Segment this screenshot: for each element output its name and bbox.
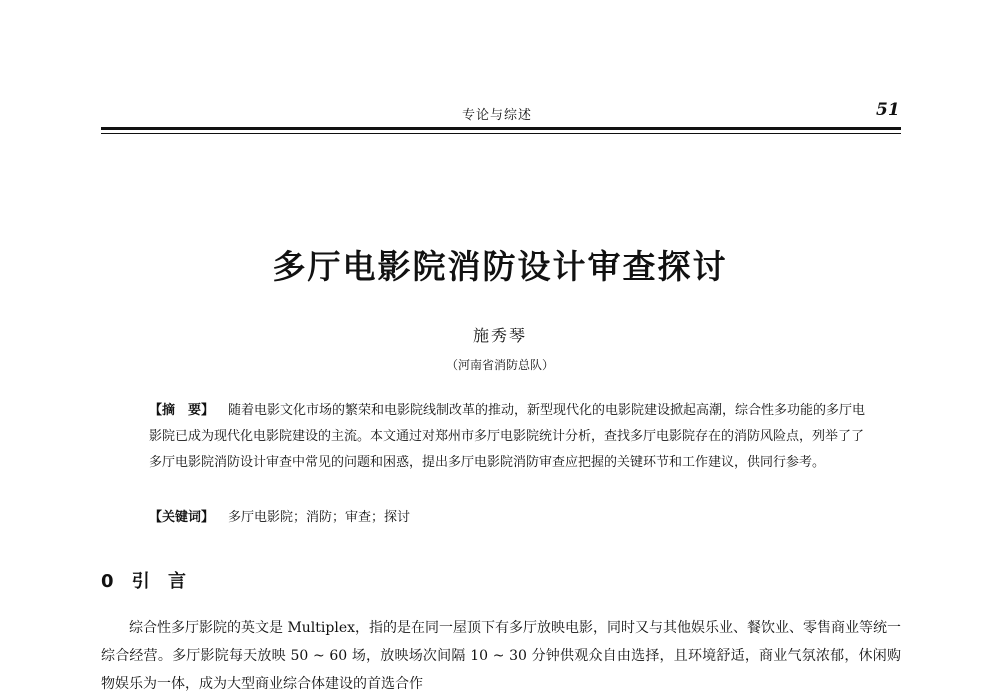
- keywords-text: 多厅电影院；消防；审查；探讨: [228, 510, 411, 525]
- header-rule-thin: [101, 133, 901, 134]
- abstract-tag: 【摘 要】: [149, 403, 215, 418]
- author-affiliation: （河南省消防总队）: [445, 358, 554, 372]
- page-number: 51: [876, 100, 900, 120]
- abstract-block: [149, 398, 869, 476]
- header-rule-thick: [101, 127, 901, 130]
- author-name: 施秀琴: [472, 326, 527, 345]
- section-label: 专论与综述: [462, 108, 533, 123]
- article-title: 多厅电影院消防设计审查探讨: [272, 247, 728, 286]
- section-heading: 0 引 言: [101, 571, 193, 592]
- body-paragraph: 综合性多厅影院的英文是 Multiplex，指的是在同一屋顶下有多厅放映电影，同时又与其他娱乐业、餐饮业、零售商业等统一综合经营。多厅影院每天放映 50 ~ 60 场，放映场次间隔 10 ~ 30 分钟供观众自由选择，且环境舒适，商业气氛浓郁，休闲购物娱乐为一体，成为大型商业综合体建设的首选合作: [101, 620, 901, 692]
- keywords-tag: 【关键词】: [149, 510, 215, 525]
- abstract-text: 随着电影文化市场的繁荣和电影院线制改革的推动，新型现代化的电影院建设掀起高潮，综合性多功能的多厅电影院已成为现代化电影院建设的主流。本文通过对郑州市多厅电影院统计分析，查找多厅电影院存在的消防风险点，列举了了多厅电影院消防设计审查中常见的问题和困惑，提出多厅电影院消防审查应把握的关键环节和工作建议，供同行参考。: [149, 403, 866, 470]
- keywords-block: [149, 505, 869, 531]
